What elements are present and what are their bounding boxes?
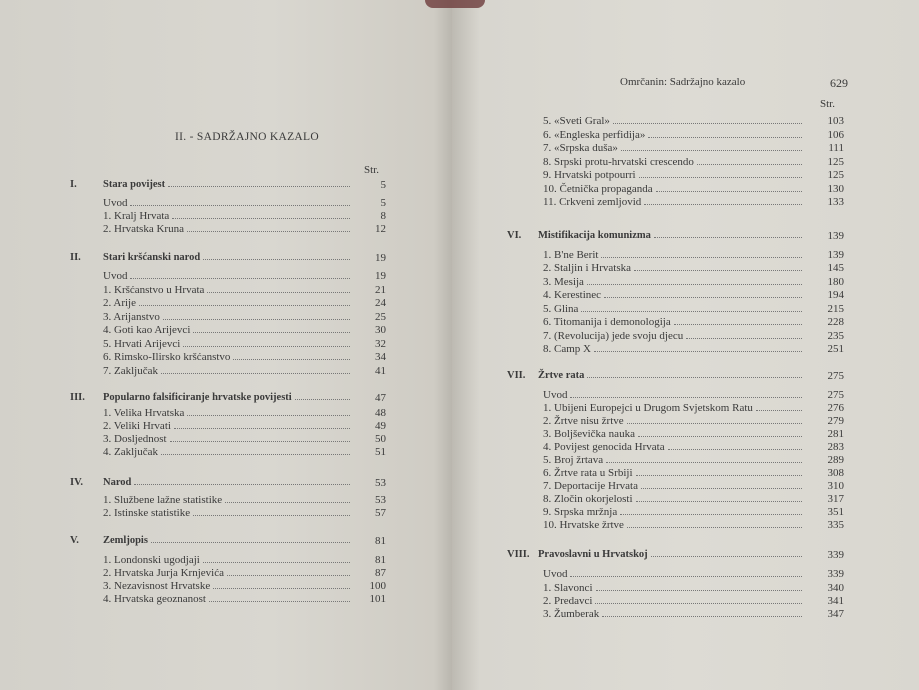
toc-chapter-row [507, 549, 844, 561]
chapter-title: Narod [103, 477, 132, 488]
page-ref: 340 [827, 582, 844, 594]
entry-title: 7. (Revolucija) jede svoju djecu [543, 330, 684, 342]
toc-entry-row [543, 608, 844, 620]
dot-leader [163, 319, 350, 320]
running-header: Omrčanin: Sadržajno kazalo [620, 76, 746, 88]
dot-leader [648, 137, 802, 138]
dot-leader [601, 257, 802, 258]
dot-leader [641, 488, 802, 489]
page-ref: 275 [827, 370, 844, 382]
dot-leader [161, 373, 350, 374]
toc-entry-row [103, 407, 386, 419]
page-ref: 48 [375, 407, 386, 419]
entry-title: 3. Žumberak [543, 608, 600, 620]
page-ref: 8 [380, 210, 386, 222]
toc-entry-row [543, 493, 844, 505]
page-ref: 339 [827, 568, 844, 580]
page-column-label: Str. [364, 164, 379, 176]
page-number: 629 [830, 76, 848, 90]
entry-title: Uvod [103, 270, 128, 282]
entry-title: 1. Velika Hrvatska [103, 407, 185, 419]
dot-leader [581, 311, 802, 312]
page-ref: 139 [827, 249, 844, 261]
page-ref: 180 [827, 276, 844, 288]
page-ref: 310 [827, 480, 844, 492]
chapter-title: Pravoslavni u Hrvatskoj [538, 549, 648, 560]
toc-entry-row [543, 262, 844, 274]
entry-title: 7. Deportacije Hrvata [543, 480, 638, 492]
dot-leader [209, 601, 350, 602]
dot-leader [168, 186, 350, 187]
toc-entry-row [103, 365, 386, 377]
entry-title: 8. Camp X [543, 343, 591, 355]
toc-entry-row [103, 210, 386, 222]
dot-leader [627, 423, 802, 424]
page-ref: 101 [369, 593, 386, 605]
dot-leader [644, 204, 802, 205]
page-ref: 139 [827, 230, 844, 242]
dot-leader [161, 454, 350, 455]
page-ref: 145 [827, 262, 844, 274]
dot-leader [172, 218, 350, 219]
entry-title: 10. Četnička propaganda [543, 183, 653, 195]
toc-entry-row [543, 568, 844, 580]
dot-leader [602, 616, 802, 617]
entry-title: 10. Hrvatske žrtve [543, 519, 624, 531]
toc-entry-row [103, 433, 386, 445]
toc-entry-row [103, 197, 386, 209]
toc-entry-row [103, 284, 386, 296]
entry-title: 1. Službene lažne statistike [103, 494, 223, 506]
page-ref: 19 [375, 252, 386, 264]
toc-entry-row [543, 343, 844, 355]
toc-entry-row [103, 593, 386, 605]
page-ref: 317 [827, 493, 844, 505]
page-ref: 103 [827, 115, 844, 127]
entry-title: Uvod [103, 197, 128, 209]
toc-entry-row [543, 156, 844, 168]
entry-title: Uvod [543, 389, 568, 401]
toc-entry-row [543, 196, 844, 208]
toc-entry-row [103, 324, 386, 336]
page-column-label: Str. [820, 98, 835, 110]
dot-leader [130, 278, 350, 279]
entry-title: 5. Broj žrtava [543, 454, 604, 466]
page-ref: 275 [827, 389, 844, 401]
toc-entry-row [543, 454, 844, 466]
toc-chapter-row [70, 392, 386, 404]
dot-leader [174, 428, 350, 429]
page-ref: 25 [375, 311, 386, 323]
toc-entry-row [543, 289, 844, 301]
toc-entry-row [103, 311, 386, 323]
chapter-numeral: VIII. [507, 549, 530, 560]
page-ref: 251 [827, 343, 844, 355]
dot-leader [233, 359, 350, 360]
entry-title: Uvod [543, 568, 568, 580]
toc-chapter-row [70, 252, 386, 264]
toc-entry-row [543, 115, 844, 127]
toc-entry-row [543, 169, 844, 181]
entry-title: 9. Srpska mržnja [543, 506, 618, 518]
page-ref: 19 [375, 270, 386, 282]
dot-leader [636, 475, 802, 476]
page-ref: 41 [375, 365, 386, 377]
page-ref: 347 [827, 608, 844, 620]
page-ref: 30 [375, 324, 386, 336]
dot-leader [668, 449, 802, 450]
dot-leader [139, 305, 350, 306]
toc-entry-row [543, 506, 844, 518]
dot-leader [207, 292, 350, 293]
toc-chapter-row [70, 535, 386, 547]
entry-title: 3. Nezavisnost Hrvatske [103, 580, 211, 592]
dot-leader [193, 515, 350, 516]
page-ref: 276 [827, 402, 844, 414]
entry-title: 6. «Engleska perfidija» [543, 129, 646, 141]
page-ref: 215 [827, 303, 844, 315]
page-ref: 57 [375, 507, 386, 519]
dot-leader [295, 399, 350, 400]
entry-title: 3. Arijanstvo [103, 311, 160, 323]
chapter-title: Žrtve rata [538, 370, 585, 381]
entry-title: 1. B'ne Berit [543, 249, 599, 261]
dot-leader [606, 462, 802, 463]
dot-leader [634, 270, 802, 271]
toc-entry-row [103, 223, 386, 235]
dot-leader [639, 177, 802, 178]
dot-leader [627, 527, 802, 528]
toc-entry-row [543, 316, 844, 328]
book-cover-edge [425, 0, 485, 8]
chapter-title: Stara povijest [103, 179, 166, 190]
chapter-numeral: VII. [507, 370, 526, 381]
entry-title: 6. Rimsko-Ilirsko kršćanstvo [103, 351, 231, 363]
toc-chapter-row [507, 230, 844, 242]
entry-title: 2. Žrtve nisu žrtve [543, 415, 624, 427]
entry-title: 4. Hrvatska geoznanost [103, 593, 206, 605]
page-ref: 32 [375, 338, 386, 350]
toc-entry-row [103, 338, 386, 350]
entry-title: 9. Hrvatski potpourri [543, 169, 636, 181]
dot-leader [134, 484, 350, 485]
chapter-title: Mistifikacija komunizma [538, 230, 651, 241]
page-ref: 341 [827, 595, 844, 607]
toc-entry-row [103, 567, 386, 579]
entry-title: 7. «Srpska duša» [543, 142, 618, 154]
toc-chapter-row [70, 477, 386, 489]
toc-entry-row [543, 415, 844, 427]
contents-title: II. - SADRŽAJNO KAZALO [175, 131, 319, 143]
entry-title: 6. Titomanija i demonologija [543, 316, 671, 328]
toc-entry-row [103, 420, 386, 432]
toc-entry-row [543, 480, 844, 492]
entry-title: 2. Staljin i Hrvatska [543, 262, 631, 274]
dot-leader [674, 324, 802, 325]
left-page [0, 0, 452, 690]
entry-title: 4. Goti kao Arijevci [103, 324, 191, 336]
page-ref: 81 [375, 535, 386, 547]
toc-entry-row [543, 402, 844, 414]
entry-title: 8. Srpski protu-hrvatski crescendo [543, 156, 694, 168]
page-ref: 34 [375, 351, 386, 363]
page-ref: 281 [827, 428, 844, 440]
entry-title: 5. «Sveti Gral» [543, 115, 610, 127]
dot-leader [587, 377, 802, 378]
chapter-title: Stari kršćanski narod [103, 252, 201, 263]
page-ref: 228 [827, 316, 844, 328]
dot-leader [621, 150, 802, 151]
dot-leader [587, 284, 802, 285]
toc-entry-row [103, 446, 386, 458]
entry-title: 1. Slavonci [543, 582, 593, 594]
chapter-numeral: VI. [507, 230, 522, 241]
toc-entry-row [543, 595, 844, 607]
page-ref: 279 [827, 415, 844, 427]
right-page [452, 0, 919, 690]
page-ref: 106 [827, 129, 844, 141]
page-ref: 130 [827, 183, 844, 195]
toc-chapter-row [70, 179, 386, 191]
page-ref: 111 [828, 142, 844, 154]
toc-chapter-row [507, 370, 844, 382]
dot-leader [596, 590, 803, 591]
entry-title: 3. Dosljednost [103, 433, 167, 445]
dot-leader [193, 332, 350, 333]
page-ref: 125 [827, 169, 844, 181]
toc-entry-row [543, 249, 844, 261]
toc-entry-row [543, 389, 844, 401]
page-ref: 24 [375, 297, 386, 309]
page-ref: 308 [827, 467, 844, 479]
toc-entry-row [543, 582, 844, 594]
dot-leader [636, 501, 802, 502]
page-ref: 49 [375, 420, 386, 432]
toc-entry-row [543, 330, 844, 342]
dot-leader [227, 575, 350, 576]
toc-entry-row [543, 467, 844, 479]
dot-leader [656, 191, 802, 192]
toc-entry-row [543, 519, 844, 531]
page-ref: 339 [827, 549, 844, 561]
dot-leader [638, 436, 802, 437]
page-ref: 53 [375, 494, 386, 506]
page-ref: 51 [375, 446, 386, 458]
page-ref: 50 [375, 433, 386, 445]
page-ref: 47 [375, 392, 386, 404]
page-ref: 5 [380, 179, 386, 191]
entry-title: 8. Zločin okorjelosti [543, 493, 633, 505]
toc-entry-row [543, 129, 844, 141]
toc-entry-row [103, 554, 386, 566]
chapter-numeral: V. [70, 535, 79, 546]
dot-leader [594, 351, 802, 352]
dot-leader [620, 514, 802, 515]
dot-leader [651, 556, 802, 557]
toc-entry-row [103, 351, 386, 363]
page-ref: 235 [827, 330, 844, 342]
toc-entry-row [103, 580, 386, 592]
page-ref: 283 [827, 441, 844, 453]
entry-title: 2. Istinske statistike [103, 507, 191, 519]
chapter-title: Zemljopis [103, 535, 148, 546]
entry-title: 5. Hrvati Arijevci [103, 338, 181, 350]
page-ref: 87 [375, 567, 386, 579]
page-ref: 194 [827, 289, 844, 301]
dot-leader [570, 397, 802, 398]
entry-title: 4. Kerestinec [543, 289, 602, 301]
dot-leader [170, 441, 350, 442]
toc-entry-row [103, 494, 386, 506]
chapter-numeral: I. [70, 179, 77, 190]
toc-entry-row [543, 428, 844, 440]
chapter-title: Popularno falsificiranje hrvatske povijesti [103, 392, 292, 403]
chapter-numeral: III. [70, 392, 85, 403]
toc-entry-row [543, 441, 844, 453]
dot-leader [570, 576, 802, 577]
entry-title: 11. Crkveni zemljovid [543, 196, 642, 208]
entry-title: 2. Veliki Hrvati [103, 420, 171, 432]
entry-title: 4. Zaključak [103, 446, 158, 458]
toc-entry-row [103, 297, 386, 309]
dot-leader [183, 346, 350, 347]
entry-title: 2. Arije [103, 297, 136, 309]
page-ref: 133 [827, 196, 844, 208]
toc-entry-row [103, 507, 386, 519]
entry-title: 1. Kralj Hrvata [103, 210, 170, 222]
page-ref: 21 [375, 284, 386, 296]
page-ref: 53 [375, 477, 386, 489]
toc-entry-row [543, 142, 844, 154]
entry-title: 6. Žrtve rata u Srbiji [543, 467, 633, 479]
dot-leader [130, 205, 350, 206]
dot-leader [225, 502, 350, 503]
dot-leader [604, 297, 802, 298]
page-ref: 335 [827, 519, 844, 531]
page-ref: 100 [369, 580, 386, 592]
chapter-numeral: IV. [70, 477, 83, 488]
entry-title: 2. Hrvatska Kruna [103, 223, 184, 235]
entry-title: 3. Mesija [543, 276, 584, 288]
entry-title: 5. Glina [543, 303, 579, 315]
page-ref: 289 [827, 454, 844, 466]
dot-leader [203, 259, 350, 260]
page-ref: 5 [380, 197, 386, 209]
dot-leader [697, 164, 802, 165]
toc-entry-row [543, 276, 844, 288]
entry-title: 1. Ubijeni Europejci u Drugom Svjetskom Ratu [543, 402, 753, 414]
dot-leader [187, 415, 350, 416]
dot-leader [187, 231, 350, 232]
page-ref: 12 [375, 223, 386, 235]
entry-title: 2. Predavci [543, 595, 593, 607]
entry-title: 7. Zaključak [103, 365, 158, 377]
page-ref: 125 [827, 156, 844, 168]
toc-entry-row [103, 270, 386, 282]
page-ref: 81 [375, 554, 386, 566]
dot-leader [654, 237, 802, 238]
toc-entry-row [543, 303, 844, 315]
chapter-numeral: II. [70, 252, 81, 263]
toc-entry-row [543, 183, 844, 195]
entry-title: 4. Povijest genocida Hrvata [543, 441, 665, 453]
dot-leader [151, 542, 350, 543]
dot-leader [595, 603, 802, 604]
entry-title: 2. Hrvatska Jurja Krnjevića [103, 567, 224, 579]
page-ref: 351 [827, 506, 844, 518]
entry-title: 3. Boljševička nauka [543, 428, 635, 440]
dot-leader [756, 410, 802, 411]
entry-title: 1. Londonski ugodjaji [103, 554, 200, 566]
dot-leader [613, 123, 802, 124]
dot-leader [203, 562, 350, 563]
dot-leader [213, 588, 350, 589]
entry-title: 1. Kršćanstvo u Hrvata [103, 284, 205, 296]
dot-leader [686, 338, 802, 339]
